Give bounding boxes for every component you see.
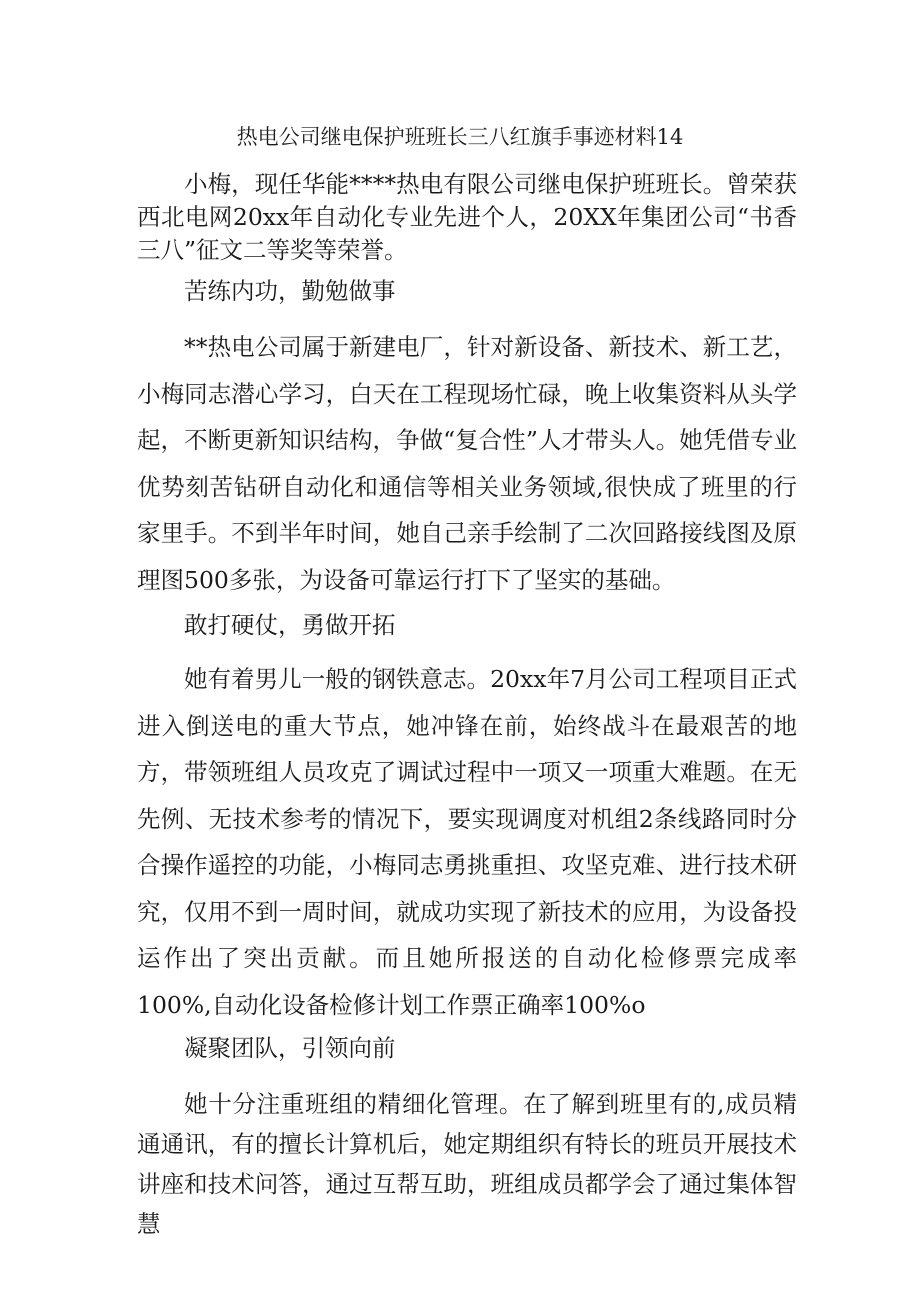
intro-paragraph: 小梅，现任华能****热电有限公司继电保护班班长。曾荣获西北电网20xx年自动化专业先进个人，20XX年集团公司“书香三八”征文二等奖等荣誉。 [137,170,797,264]
section-body-3: 她十分注重班组的精细化管理。在了解到班里有的,成员精通通讯，有的擅长计算机后，她定期组织有特长的班员开展技术讲座和技术问答，通过互帮互助，班组成员都学会了通过集体智慧 [137,1090,797,1238]
section-heading-1: 苦练内功，勤勉做事 [184,277,396,305]
section-heading-2: 敢打硬仗，勇做开拓 [184,611,396,639]
document-title: 热电公司继电保护班班长三八红旗手事迹材料14 [236,125,684,149]
section-body-2: 她有着男儿一般的钢铁意志。20xx年7月公司工程项目正式进入倒送电的重大节点，她冲锋在前，始终战斗在最艰苦的地方，带领班组人员攻克了调试过程中一项又一项重大难题。在无先例、无技术参考的情况下，要实现调度对机组2条线路同时分合操作遥控的功能，小梅同志勇挑重担、攻坚克难、进行技术研究，仅用不到一周时间，就成功实现了新技术的应用，为设备投运作出了突出贡献。而且她所报送的自动化检修票完成率100%,自动化设备检修计划工作票正确率100%o [137,665,797,1019]
section-heading-3: 凝聚团队，引领向前 [184,1034,396,1062]
section-body-1: **热电公司属于新建电厂，针对新设备、新技术、新工艺，小梅同志潜心学习，白天在工程现场忙碌，晚上收集资料从头学起，不断更新知识结构，争做“复合性”人才带头人。她凭借专业优势刻苦钻研自动化和通信等相关业务领域,很快成了班里的行家里手。不到半年时间，她自己亲手绘制了二次回路接线图及原理图500多张，为设备可靠运行打下了坚实的基础。 [137,333,797,594]
